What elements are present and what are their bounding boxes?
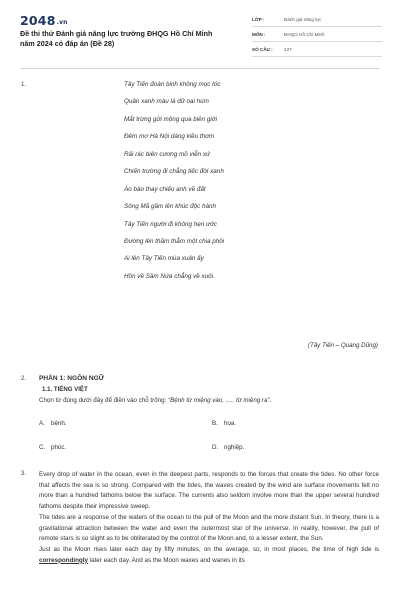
info-row-subject: [252, 27, 382, 42]
option-letter: C.: [39, 444, 46, 451]
poem-line: Áo bào thay chiếu anh về đất: [124, 185, 206, 193]
info-value: Đánh giá năng lực: [284, 16, 322, 22]
page-header: [0, 0, 400, 66]
answer-option-d[interactable]: [212, 444, 244, 451]
section-heading: PHẦN 1: NGÔN NGỮ: [39, 375, 105, 382]
info-row-question-count: [252, 42, 382, 57]
reading-passage: [39, 470, 379, 566]
poem-line: Chiến trường đi chẳng tiếc đời xanh: [124, 168, 224, 176]
header-divider: [20, 68, 380, 69]
info-value: ĐHQG Hồ Chí Minh: [284, 31, 325, 37]
poem-line: Tây Tiến người đi không hẹn ước: [124, 220, 217, 228]
site-logo[interactable]: [20, 13, 68, 28]
subsection-heading: 1.1. TIẾNG VIỆT: [42, 386, 88, 393]
question-number: 1.: [21, 81, 27, 88]
poem-line: Đêm mơ Hà Nội dáng kiều thơm: [124, 133, 215, 141]
question-2: [39, 375, 379, 404]
poem-line: Sông Mã gầm lên khúc độc hành: [124, 203, 217, 211]
poem-line: Ai lên Tây Tiến mùa xuân ấy: [124, 255, 204, 263]
question-number: 2.: [21, 375, 27, 382]
info-row-class: [252, 12, 382, 27]
highlighted-keyword: correspondingly: [39, 556, 88, 564]
passage-paragraph: The tides are a response of the waters of the ocean to the pull of the Moon and the more distant Sun. In theory, there is a gravitational attraction between the water and even the outermost star of the universe. In reality, however, the pull of remote stars is so slight as to be obliterated by the control of the Moon and, to a lesser extent, the Sun.: [39, 513, 379, 543]
prompt-quote: "Bệnh từ miệng vào, ..... từ miệng ra".: [167, 397, 272, 404]
poem-line: Hồn về Sầm Nứa chẳng về xuôi.: [124, 272, 215, 280]
option-letter: A.: [39, 420, 45, 427]
document-title: Đề thi thử Đánh giá năng lực trường ĐHQG Hồ Chí Minh năm 2024 có đáp án (Đề 28): [20, 29, 213, 48]
poem-line: Đường lên thăm thẳm một chia phôi: [124, 237, 225, 245]
poem-line: Mắt trừng gửi mộng qua biên giới: [124, 115, 217, 123]
prompt-text: Chọn từ đúng dưới đây để điền vào chỗ trống:: [39, 397, 168, 404]
answer-option-b[interactable]: [212, 420, 236, 427]
poem-line: Rải rác biên cương mồ viễn xứ: [124, 150, 210, 158]
passage-text: Just as the Moon rises later each day by fifty minutes, on the average, so, in most places, the time of high tide is: [39, 545, 379, 553]
logo-main-text: 2048: [20, 13, 56, 28]
option-letter: D.: [212, 444, 219, 451]
info-label: LỚP :: [252, 16, 265, 22]
poem-line: Quân xanh màu lá dữ oai hùm: [124, 98, 209, 106]
poem-source: (Tây Tiến – Quang Dũng): [307, 342, 378, 349]
logo-suffix-text: .vn: [56, 19, 68, 26]
option-text: phúc.: [51, 444, 67, 451]
info-value: 137: [284, 46, 292, 52]
option-text: họa.: [224, 420, 237, 427]
answer-option-a[interactable]: [39, 420, 66, 427]
passage-paragraph: [39, 545, 379, 566]
poem-passage: [124, 81, 344, 290]
question-number: 3.: [21, 470, 27, 477]
info-label: SỐ CÂU :: [252, 46, 273, 52]
option-text: nghiệp.: [224, 444, 245, 451]
question-prompt: [39, 397, 379, 404]
option-text: bệnh.: [51, 420, 67, 427]
passage-paragraph: Every drop of water in the ocean, even in the deepest parts, responds to the forces that create the tides. No other force that affects the sea is so strong. Compared with the tides, the waves created by the wind are surface movements felt no more than a hundred fathoms below the surface. The currents also seldom involve more than the upper several hundred fathoms despite their impressive sweep.: [39, 471, 379, 511]
info-label: MÔN :: [252, 31, 266, 37]
passage-text: later each day. And as the Moon waxes and wanes in its: [87, 556, 245, 564]
poem-line: Tây Tiến đoàn binh không mọc tóc: [124, 81, 221, 88]
exam-info-table: [252, 12, 382, 57]
answer-option-c[interactable]: [39, 444, 66, 451]
option-letter: B.: [212, 420, 218, 427]
